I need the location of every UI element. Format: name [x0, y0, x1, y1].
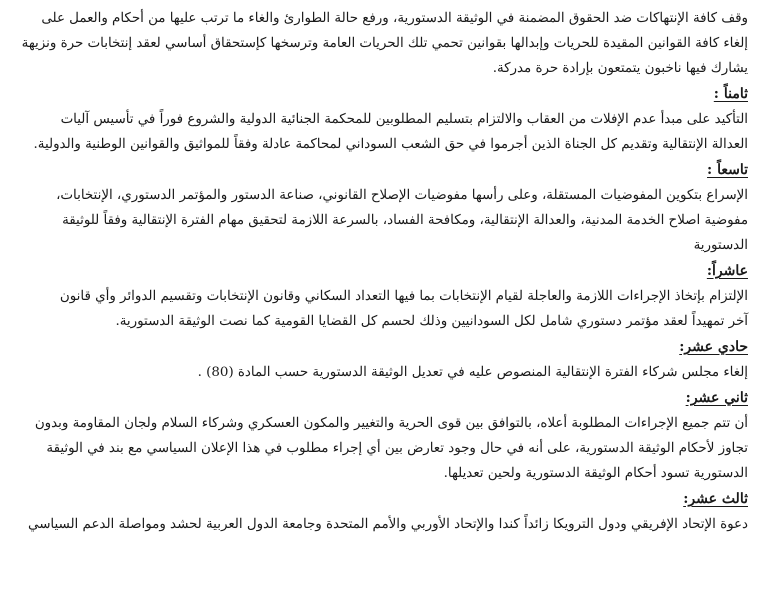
- section-paragraph-line: إلغاء مجلس شركاء الفترة الإنتقالية المنصوص عليه في تعديل الوثيقة الدستورية حسب المادة (80) .: [197, 365, 748, 380]
- section-paragraph-line: دعوة الإتحاد الإفريقي ودول الترويكا زائداً كندا والإتحاد الأوربي والأمم المتحدة وجامعة الدول العربية لحشد ومواصلة الدعم السياسي: [28, 517, 748, 532]
- section-paragraph-line: الإسراع بتكوين المفوضيات المستقلة، وعلى رأسها مفوضيات الإصلاح القانوني، صناعة الدستور والمؤتمر الدستوري، الإنتخابات،: [56, 188, 748, 203]
- section-paragraph-line: الإلتزام بإتخاذ الإجراءات اللازمة والعاجلة لقيام الإنتخابات بما فيها التعداد السكاني وقانون الإنتخابات وتقسيم الدوائر وأي قانون: [59, 289, 748, 304]
- intro-paragraph-line: إلغاء كافة القوانين المقيدة للحريات وإبدالها بقوانين تحمي تلك الحريات العامة وترسخها كإستحقاق أساسي لعقد إنتخابات حرة ونزيهة: [21, 36, 748, 51]
- section-paragraph-line: آخر تمهيداً لعقد مؤتمر دستوري شامل لكل السودانيين وذلك لحسم كل القضايا القومية كما نصت الوثيقة الدستورية.: [115, 314, 748, 329]
- section-heading: ثاني عشر:: [685, 390, 748, 406]
- section-heading: ثامناً :: [713, 86, 748, 102]
- section-paragraph-line: تجاوز لأحكام الوثيقة الدستورية، على أنه في حال وجود تعارض بين أي إجراء مطلوب في هذا الإعلان السياسي مع بند في الوثيقة: [46, 441, 748, 456]
- section-paragraph-line: مفوضية اصلاح الخدمة المدنية، والعدالة الإنتقالية، ومكافحة الفساد، بالسرعة اللازمة لتحقيق مهام الفترة الإنتقالية وفقاً للوثيقة: [62, 213, 748, 228]
- section-paragraph-line: التأكيد على مبدأ عدم الإفلات من العقاب والالتزام بتسليم المطلوبين للمحكمة الجنائية الدولية والشروع فوراً في تأسيس آليات: [60, 112, 748, 127]
- section-paragraph-line: الدستورية: [693, 238, 748, 253]
- section-heading: عاشراً:: [706, 263, 748, 279]
- section-paragraph-line: العدالة الإنتقالية وتقديم كل الجناة الذين أجرموا في حق الشعب السوداني لمحاكمة عادلة وفقاً للمواثيق والقوانين الوطنية والدولية.: [33, 137, 748, 152]
- section-heading: ثالث عشر:: [683, 491, 748, 507]
- section-paragraph-line: أن تتم جميع الإجراءات المطلوبة أعلاه، بالتوافق بين قوى الحرية والتغيير والمكون العسكري وشركاء السلام ولجان المقاومة وبدون: [34, 416, 748, 431]
- intro-paragraph-line: يشارك فيها ناخبون يتمتعون بإرادة حرة مدركة.: [492, 61, 748, 76]
- intro-paragraph-line: وقف كافة الإنتهاكات ضد الحقوق المضمنة في الوثيقة الدستورية، ورفع حالة الطوارئ والغاء ما ترتب عليها من أحكام والعمل على: [41, 11, 748, 26]
- section-paragraph-line: الدستورية تسود أحكام الوثيقة الدستورية ولحين تعديلها.: [443, 466, 748, 481]
- section-heading: حادي عشر:: [679, 339, 748, 355]
- section-heading: تاسعاً :: [707, 162, 748, 178]
